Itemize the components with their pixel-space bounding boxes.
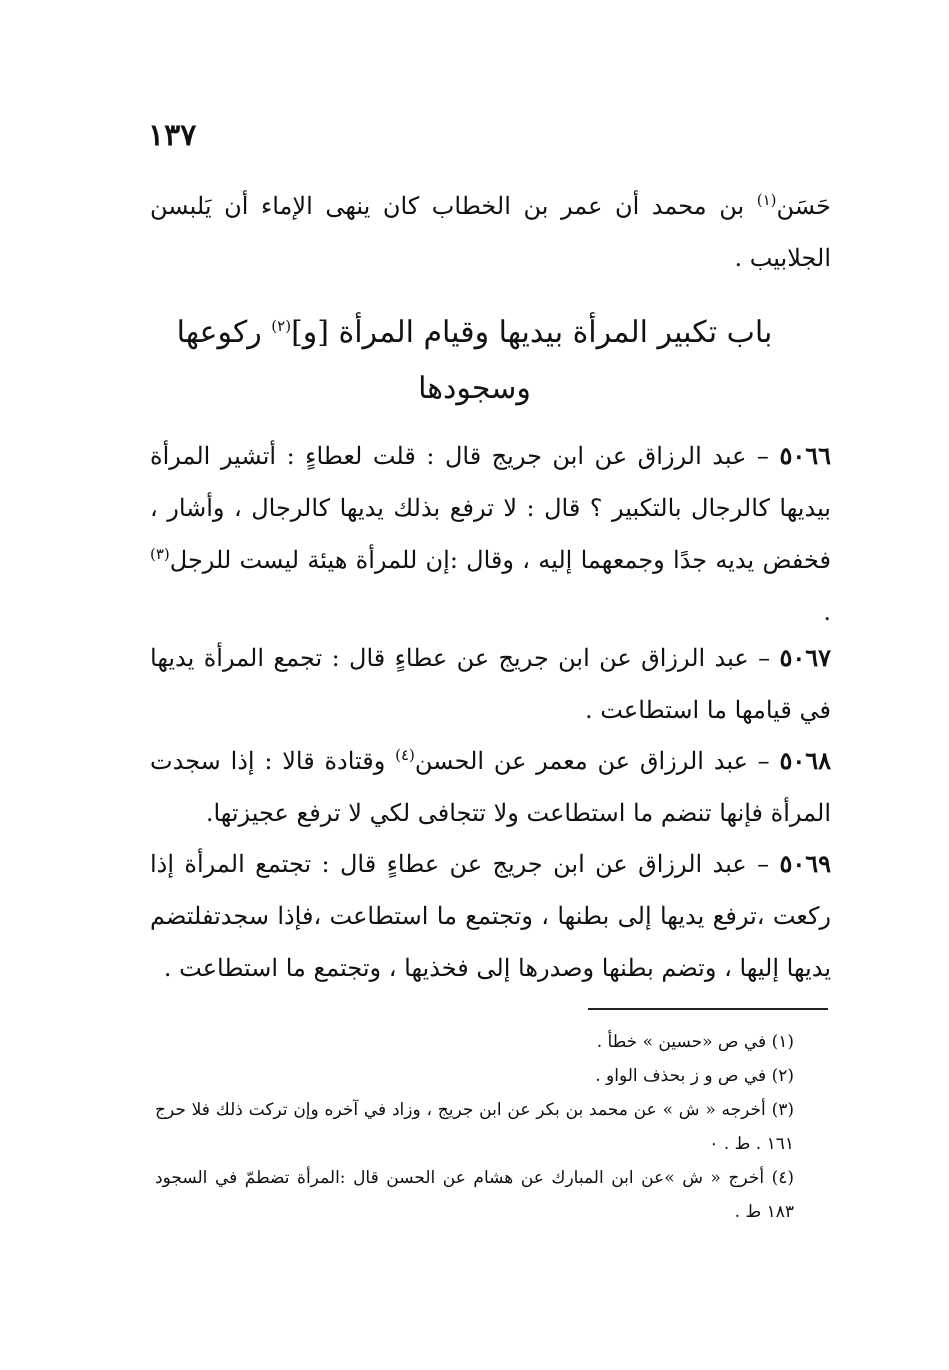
hadith-5068 <box>150 735 831 839</box>
hadith-text-end: وقتادة قالا : إذا سجدت المرأة فإنها تنضم ما استطاعت ولا تتجافى لكي لا ترفع عجيزتها. <box>150 747 831 827</box>
footnote-2: (٢) في ص و ز بحذف الواو . <box>595 1066 794 1086</box>
chapter-heading <box>120 305 829 417</box>
hadith-number: ٥٠٦٩ <box>779 849 831 878</box>
hadith-number: ٥٠٦٨ <box>779 746 831 775</box>
footnote-ref-1[interactable]: (١) <box>756 191 777 209</box>
hadith-number: ٥٠٦٧ <box>779 643 831 672</box>
hadith-number: ٥٠٦٦ <box>779 441 831 470</box>
footnote-ref-2[interactable]: (٢) <box>271 317 292 335</box>
hadith-5069 <box>150 838 831 994</box>
heading-text-b: ركوعها <box>176 315 272 350</box>
footnote-ref-4[interactable]: (٤) <box>395 746 415 764</box>
heading-line-1 <box>120 305 829 361</box>
hadith-text: – عبد الرزاق عن ابن جريج قال : قلت لعطاءٍ : أتشير المرأة بيديها كالرجال بالتكبير ؟ قال : لا ترفع بذلك يديها كالرجال ، وأشار ، فخفض يديه جدًا وجمعهما إليه ، وقال :إن للمرأة هيئة ليست للرجل <box>150 442 831 574</box>
hadith-text: – عبد الرزاق عن ابن جريج عن عطاءٍ قال : تجمع المرأة يديها في قيامها ما استطاعت . <box>150 644 831 724</box>
footnote-1: (١) في ص «حسين » خطأ . <box>596 1032 794 1052</box>
footnote-4: (٤) أخرج « ش »عن ابن المبارك عن هشام عن الحسن قال :المرأة تضطمّ في السجود ١٨٣ ط . <box>155 1168 794 1222</box>
page-number: ١٣٧ <box>148 118 197 153</box>
footnotes-section <box>155 1025 794 1229</box>
heading-line-2: وسجودها <box>418 371 531 406</box>
intro-word: حَسَن <box>776 192 831 220</box>
hadith-text-end: . <box>823 598 831 626</box>
footnote-separator <box>588 1008 828 1010</box>
hadith-text: – عبد الرزاق عن معمر عن الحسن <box>414 747 780 775</box>
heading-text-a: باب تكبير المرأة بيديها وقيام المرأة [و] <box>291 315 773 350</box>
hadith-text: – عبد الرزاق عن ابن جريج عن عطاءٍ قال : تجتمع المرأة إذا ركعت ،ترفع يديها إلى بطنها ، وتجتمع ما استطاعت ،فإذا سجدتفلتضم يديها إليها ، وتضم بطنها وصدرها إلى فخذيها ، وتجتمع ما استطاعت . <box>150 850 831 982</box>
intro-paragraph <box>150 180 831 284</box>
footnote-ref-3[interactable]: (٣) <box>150 545 170 563</box>
footnote-3: (٣) أخرجه « ش » عن محمد بن بكر عن ابن جريج ، وزاد في آخره وإن تركت ذلك فلا حرج ١٦١ . ط . ٠ <box>155 1100 794 1154</box>
hadith-5067 <box>150 632 831 736</box>
hadith-5066 <box>150 430 831 638</box>
intro-text: بن محمد أن عمر بن الخطاب كان ينهى الإماء أن يَلبسن الجلابيب . <box>150 192 831 272</box>
